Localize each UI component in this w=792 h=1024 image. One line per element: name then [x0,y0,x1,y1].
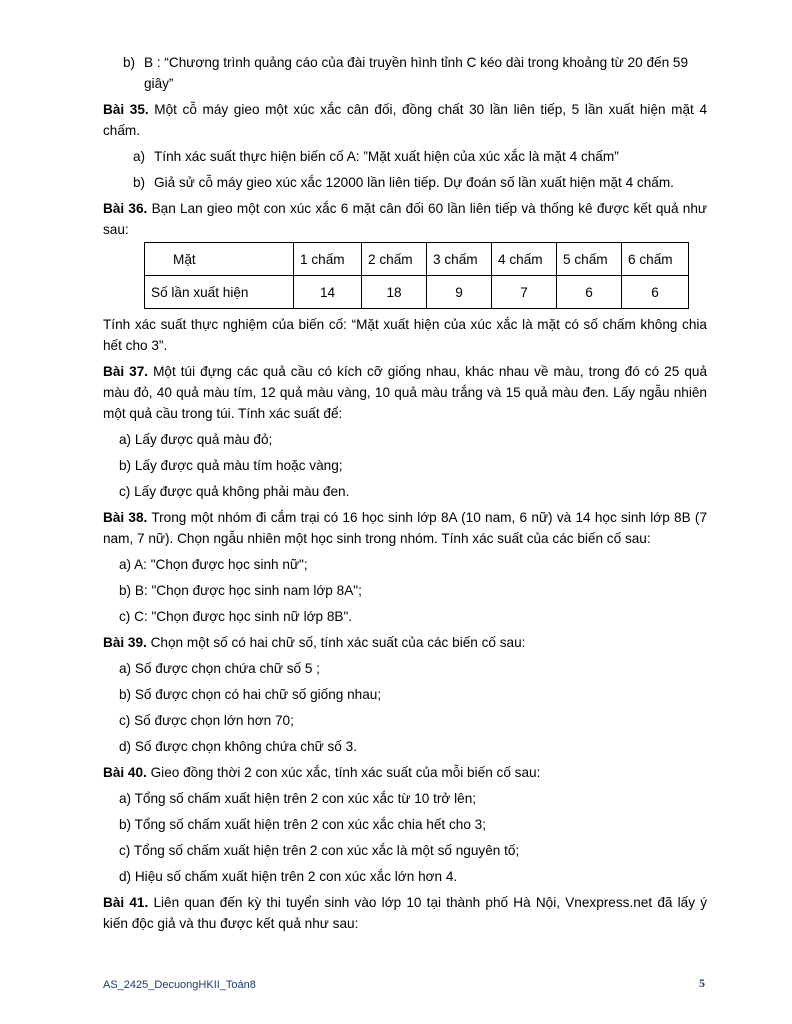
table-row [145,276,689,309]
table-cell: 6 [557,276,622,309]
table-cell: Mặt [145,243,294,276]
table-cell: 18 [362,276,427,309]
list-item: d) Số được chọn không chứa chữ số 3. [119,739,357,754]
table-cell: 7 [492,276,557,309]
exercise-text: Một túi đựng các quả cầu có kích cỡ giống nhau, khác nhau về màu, trong đó có 25 quả màu đỏ, 40 quả màu tím, 12 quả màu vàng, 10 quả màu trắng và 15 quả màu đen. Lấy ngẫu nhiên một quả cầu trong túi. Tính xác suất để: [103,364,707,421]
document-page [103,52,707,934]
exercise-text: Chọn một số có hai chữ số, tính xác suất của các biến cố sau: [150,635,526,650]
list-item: c) C: "Chọn được học sinh nữ lớp 8B". [119,609,353,624]
table-cell: 9 [427,276,492,309]
exercise-number: Bài 37. [103,364,149,379]
exercise-text: Một cỗ máy gieo một xúc xắc cân đối, đồng chất 30 lần liên tiếp, 5 lần xuất hiện mặt 4 chấm. [103,102,708,138]
item-label: b) [123,55,136,70]
exercise-text: Liên quan đến kỳ thi tuyển sinh vào lớp 10 tại thành phố Hà Nội, Vnexpress.net đã lấy ý kiến độc giả và thu được kết quả như sau: [103,895,707,931]
exercise-number: Bài 40. [103,765,147,780]
table-cell: 1 chấm [294,243,362,276]
table-cell: 5 chấm [557,243,622,276]
exercise-37 [103,361,707,424]
list-item: a) Số được chọn chứa chữ số 5 ; [119,661,320,676]
exercise-number: Bài 38. [103,510,148,525]
exercise-35 [103,99,707,141]
list-item: a) A: "Chọn được học sinh nữ"; [119,557,308,572]
exercise-number: Bài 36. [103,201,148,216]
table-cell: 6 chấm [622,243,689,276]
exercise-number: Bài 41. [103,895,149,910]
exercise-36 [103,198,707,240]
exercise-number: Bài 35. [103,102,149,117]
list-item: c) Số được chọn lớn hơn 70; [119,713,294,728]
exercise-35-item-b [103,172,707,193]
top-item-b [103,52,707,94]
list-item: c) Tổng số chấm xuất hiện trên 2 con xúc xắc là một số nguyên tố; [119,843,520,858]
table-header-row [145,243,689,276]
table-cell: 6 [622,276,689,309]
list-item: a) Lấy được quả màu đỏ; [119,432,273,447]
exercise-41 [103,892,707,934]
footer-doc-name: AS_2425_DecuongHKII_Toán8 [103,979,256,991]
list-item: b) Lấy được quả màu tím hoặc vàng; [119,458,343,473]
list-item: b) Số được chọn có hai chữ số giống nhau; [119,687,382,702]
exercise-number: Bài 39. [103,635,147,650]
exercise-35-item-a [103,146,707,167]
table-cell: 14 [294,276,362,309]
exercise-38 [103,507,707,549]
item-text: Giả sử cỗ máy gieo xúc xắc 12000 lần liên tiếp. Dự đoán số lần xuất hiện mặt 4 chấm. [154,175,674,190]
dice-results-table [144,242,689,309]
table-cell: 4 chấm [492,243,557,276]
exercise-text: Gieo đồng thời 2 con xúc xắc, tính xác suất của mỗi biến cố sau: [150,765,541,780]
item-text: Tính xác suất thực hiện biến cố A: ”Mặt xuất hiện của xúc xắc là mặt 4 chấm” [154,149,619,164]
exercise-text: Trong một nhóm đi cắm trại có 16 học sinh lớp 8A (10 nam, 6 nữ) và 14 học sinh lớp 8B (7 nam, 7 nữ). Chọn ngẫu nhiên một học sinh trong nhóm. Tính xác suất của các biến cố sau: [103,510,708,546]
item-label: b) [133,175,146,190]
exercise-36-question: Tính xác suất thực nghiệm của biến cố: “Mặt xuất hiện của xúc xắc là mặt có số chấm không chia hết cho 3”. [103,317,707,353]
table-cell: Số lần xuất hiện [145,276,294,309]
list-item: a) Tổng số chấm xuất hiện trên 2 con xúc xắc từ 10 trở lên; [119,791,477,806]
list-item: b) B: "Chọn được học sinh nam lớp 8A"; [119,583,362,598]
item-label: a) [133,149,146,164]
list-item: b) Tổng số chấm xuất hiện trên 2 con xúc xắc chia hết cho 3; [119,817,486,832]
exercise-40 [103,762,707,783]
page-number: 5 [699,976,705,990]
table-cell: 2 chấm [362,243,427,276]
list-item: c) Lấy được quả không phải màu đen. [119,484,350,499]
table-cell: 3 chấm [427,243,492,276]
item-text: B : “Chương trình quảng cáo của đài truyền hình tỉnh C kéo dài trong khoảng từ 20 đến 59 giây” [144,55,689,91]
exercise-39 [103,632,707,653]
list-item: d) Hiệu số chấm xuất hiện trên 2 con xúc xắc lớn hơn 4. [119,869,458,884]
exercise-text: Bạn Lan gieo một con xúc xắc 6 mặt cân đối 60 lần liên tiếp và thống kê được kết quả như sau: [103,201,707,237]
